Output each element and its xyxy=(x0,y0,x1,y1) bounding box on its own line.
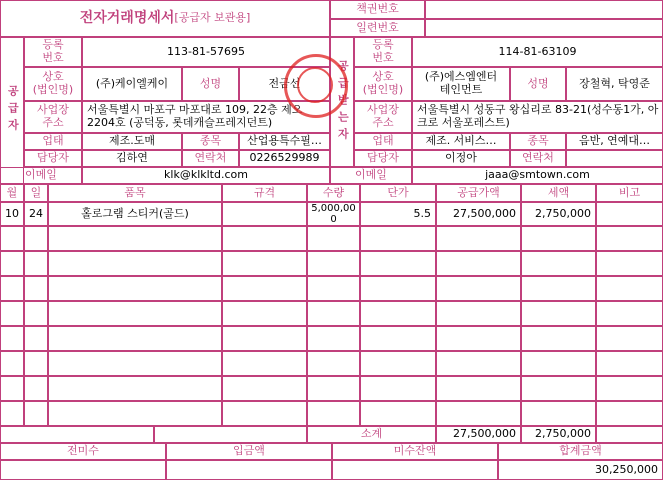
receiver-person-label: 담당자 xyxy=(354,150,412,167)
supplier-addr-label: 사업장 주소 xyxy=(24,101,82,133)
empty-cell xyxy=(521,226,596,251)
supplier-person-label: 담당자 xyxy=(24,150,82,167)
empty-cell xyxy=(360,376,436,401)
empty-cell xyxy=(222,351,307,376)
empty-cell xyxy=(307,326,360,351)
receiver-email-value: jaaa@smtown.com xyxy=(412,167,663,184)
empty-cell xyxy=(0,226,24,251)
empty-cell xyxy=(436,326,521,351)
col-qty: 수량 xyxy=(307,184,360,202)
empty-cell xyxy=(436,301,521,326)
total-label: 합계금액 xyxy=(498,443,663,460)
empty-cell xyxy=(24,226,48,251)
empty-cell xyxy=(596,251,663,276)
receiver-addr-label: 사업장 주소 xyxy=(354,101,412,133)
receiver-reg-value: 114-81-63109 xyxy=(412,37,663,67)
empty-cell xyxy=(360,226,436,251)
receiver-item-label: 종목 xyxy=(510,133,566,150)
col-spec: 규격 xyxy=(222,184,307,202)
empty-cell xyxy=(0,276,24,301)
supplier-reg-label: 등록 번호 xyxy=(24,37,82,67)
empty-cell xyxy=(596,401,663,426)
item-note xyxy=(596,202,663,226)
supplier-name-value: 전금선 xyxy=(239,67,330,101)
supplier-name-label: 성명 xyxy=(182,67,239,101)
empty-cell xyxy=(521,326,596,351)
empty-cell xyxy=(596,351,663,376)
col-price: 단가 xyxy=(360,184,436,202)
empty-cell xyxy=(360,326,436,351)
receiver-person-value: 이정아 xyxy=(412,150,510,167)
receiver-side-label: 공급받는자 xyxy=(330,37,354,167)
supplier-item-label: 종목 xyxy=(182,133,239,150)
empty-cell xyxy=(521,276,596,301)
empty-cell xyxy=(48,376,222,401)
empty-cell xyxy=(596,226,663,251)
item-day: 24 xyxy=(24,202,48,226)
empty-cell xyxy=(521,351,596,376)
item-price: 5.5 xyxy=(360,202,436,226)
empty-cell xyxy=(521,401,596,426)
receiver-item-value: 음반, 연예대… xyxy=(566,133,663,150)
empty-cell xyxy=(0,251,24,276)
empty-cell xyxy=(24,276,48,301)
receiver-company-value: (주)에스엠엔터 테인먼트 xyxy=(412,67,510,101)
supplier-email-label: 이메일 xyxy=(0,167,82,184)
empty-cell xyxy=(436,226,521,251)
empty-cell xyxy=(521,376,596,401)
item-name: 홀로그램 스티커(골드) xyxy=(48,202,222,226)
empty-cell xyxy=(0,351,24,376)
receiver-name-label: 성명 xyxy=(510,67,566,101)
document-title xyxy=(0,0,330,37)
receiver-biz-label: 업태 xyxy=(354,133,412,150)
prev-unpaid-value xyxy=(0,460,166,480)
empty-cell xyxy=(24,251,48,276)
empty-cell xyxy=(24,351,48,376)
subtotal-label: 소계 xyxy=(307,426,436,443)
book-number-label: 책권번호 xyxy=(330,0,425,19)
empty-cell xyxy=(307,276,360,301)
col-item: 품목 xyxy=(48,184,222,202)
prev-unpaid-label: 전미수 xyxy=(0,443,166,460)
item-supply: 27,500,000 xyxy=(436,202,521,226)
empty-cell xyxy=(307,301,360,326)
receiver-company-label: 상호 (법인명) xyxy=(354,67,412,101)
subtotal-supply: 27,500,000 xyxy=(436,426,521,443)
serial-number-value xyxy=(425,19,663,37)
empty-cell xyxy=(0,376,24,401)
empty-cell xyxy=(48,326,222,351)
supplier-company-value: (주)케이엘케이 xyxy=(82,67,182,101)
empty-cell xyxy=(307,401,360,426)
item-qty: 5,000,00 0 xyxy=(307,202,360,226)
empty-cell xyxy=(307,226,360,251)
empty-cell xyxy=(0,401,24,426)
empty-cell xyxy=(596,376,663,401)
empty-cell xyxy=(0,326,24,351)
title-sub: [공급자 보관용] xyxy=(174,11,251,25)
col-month: 월 xyxy=(0,184,24,202)
empty-cell xyxy=(24,326,48,351)
empty-cell xyxy=(436,401,521,426)
empty-cell xyxy=(360,301,436,326)
empty-cell xyxy=(521,251,596,276)
empty-cell xyxy=(48,401,222,426)
empty-cell xyxy=(24,401,48,426)
receiver-contact-label: 연락처 xyxy=(510,150,566,167)
subtotal-blank xyxy=(0,426,154,443)
col-note: 비고 xyxy=(596,184,663,202)
empty-cell xyxy=(222,276,307,301)
supplier-email-value: klk@klkltd.com xyxy=(82,167,330,184)
empty-cell xyxy=(0,301,24,326)
empty-cell xyxy=(307,351,360,376)
empty-cell xyxy=(360,276,436,301)
empty-cell xyxy=(436,351,521,376)
empty-cell xyxy=(436,376,521,401)
empty-cell xyxy=(222,326,307,351)
empty-cell xyxy=(360,351,436,376)
supplier-addr-value: 서울특별시 마포구 마포대로 109, 22층 제오2204호 (공덕동, 롯데캐슬프레지던트) xyxy=(82,101,330,133)
unpaid-label: 미수잔액 xyxy=(332,443,498,460)
empty-cell xyxy=(48,301,222,326)
supplier-contact-value: 0226529989 xyxy=(239,150,330,167)
item-spec xyxy=(222,202,307,226)
empty-cell xyxy=(222,226,307,251)
empty-cell xyxy=(360,251,436,276)
supplier-side-label: 공급자 xyxy=(0,37,24,184)
receiver-contact-value xyxy=(566,150,663,167)
received-value xyxy=(166,460,332,480)
empty-cell xyxy=(222,301,307,326)
empty-cell xyxy=(24,301,48,326)
receiver-biz-value: 제조. 서비스… xyxy=(412,133,510,150)
supplier-person-value: 김하연 xyxy=(82,150,182,167)
empty-cell xyxy=(596,276,663,301)
col-day: 일 xyxy=(24,184,48,202)
book-number-value xyxy=(425,0,663,19)
empty-cell xyxy=(48,226,222,251)
empty-cell xyxy=(307,251,360,276)
received-label: 입금액 xyxy=(166,443,332,460)
subtotal-blank-2 xyxy=(154,426,307,443)
item-month: 10 xyxy=(0,202,24,226)
empty-cell xyxy=(596,301,663,326)
supplier-biz-label: 업태 xyxy=(24,133,82,150)
empty-cell xyxy=(222,401,307,426)
item-tax: 2,750,000 xyxy=(521,202,596,226)
receiver-addr-value: 서울특별시 성동구 왕십리로 83-21(성수동1가, 아크로 서울포레스트) xyxy=(412,101,663,133)
empty-cell xyxy=(48,251,222,276)
total-value: 30,250,000 xyxy=(498,460,663,480)
empty-cell xyxy=(521,301,596,326)
receiver-reg-label: 등록 번호 xyxy=(354,37,412,67)
supplier-reg-value: 113-81-57695 xyxy=(82,37,330,67)
empty-cell xyxy=(48,351,222,376)
empty-cell xyxy=(436,276,521,301)
receiver-email-label: 이메일 xyxy=(330,167,412,184)
supplier-company-label: 상호 (법인명) xyxy=(24,67,82,101)
supplier-contact-label: 연락처 xyxy=(182,150,239,167)
empty-cell xyxy=(222,251,307,276)
col-supply: 공급가액 xyxy=(436,184,521,202)
subtotal-note xyxy=(596,426,663,443)
supplier-biz-value: 제조.도매 xyxy=(82,133,182,150)
empty-cell xyxy=(436,251,521,276)
subtotal-tax: 2,750,000 xyxy=(521,426,596,443)
unpaid-value xyxy=(332,460,498,480)
title-main: 전자거래명세서 xyxy=(79,10,175,27)
serial-number-label: 일련번호 xyxy=(330,19,425,37)
empty-cell xyxy=(48,276,222,301)
empty-cell xyxy=(360,401,436,426)
empty-cell xyxy=(222,376,307,401)
empty-cell xyxy=(24,376,48,401)
empty-cell xyxy=(307,376,360,401)
supplier-item-value: 산업용특수필… xyxy=(239,133,330,150)
empty-cell xyxy=(596,326,663,351)
receiver-name-value: 장철혁, 탁영준 xyxy=(566,67,663,101)
col-tax: 세액 xyxy=(521,184,596,202)
